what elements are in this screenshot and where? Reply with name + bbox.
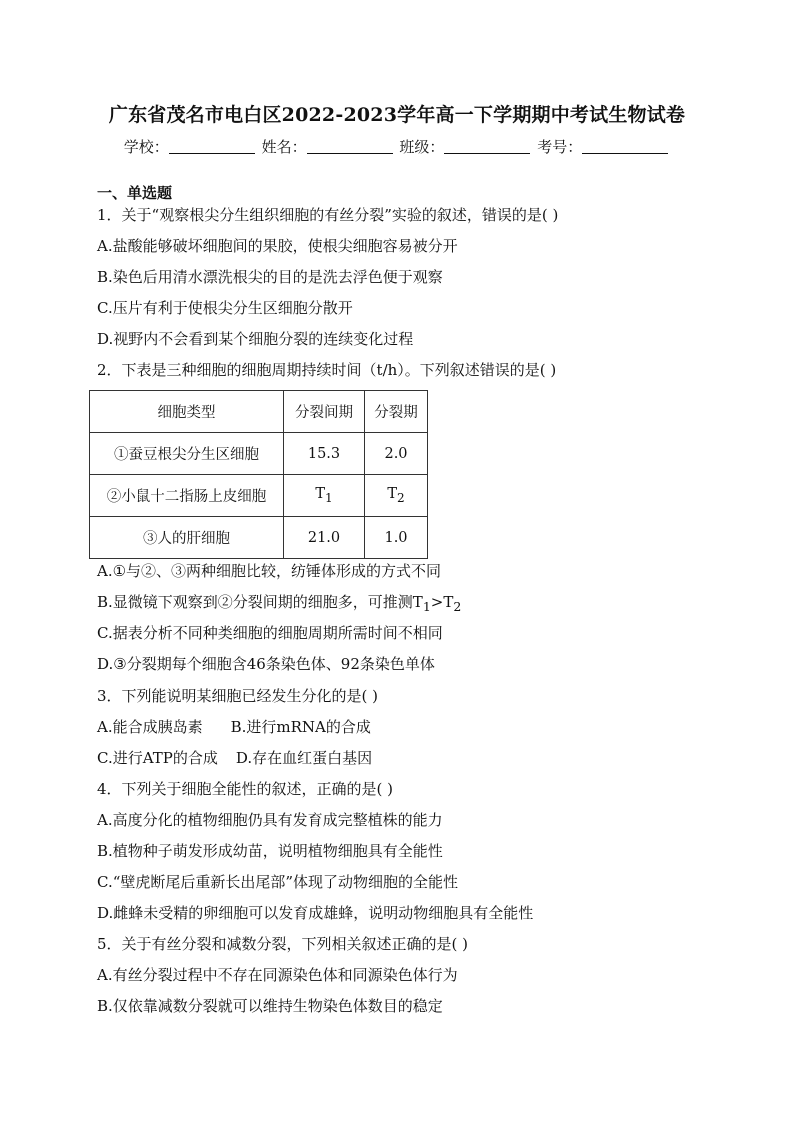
table-row xyxy=(90,433,428,475)
q2-option-b-mid: >T xyxy=(430,593,454,611)
q4-option-a: A.高度分化的植物细胞仍具有发育成完整植株的能力 xyxy=(97,811,443,829)
cell-cycle-table xyxy=(89,390,428,559)
class-blank[interactable] xyxy=(444,139,530,154)
q2-option-d: D.③分裂期每个细胞含46条染色体、92条染色单体 xyxy=(97,655,435,673)
q1-stem: 1．关于“观察根尖分生组织细胞的有丝分裂”实验的叙述，错误的是( ) xyxy=(97,206,559,224)
q2-option-b-text: B.显微镜下观察到②分裂间期的细胞多，可推测T xyxy=(97,593,423,611)
table-header-row xyxy=(90,391,428,433)
t2-subscript: 2 xyxy=(396,490,405,505)
table-header: 分裂间期 xyxy=(284,391,365,433)
q3-option-a: A.能合成胰岛素 xyxy=(97,718,203,736)
q1-option-a: A.盐酸能够破坏细胞间的果胶，使根尖细胞容易被分开 xyxy=(97,237,458,255)
q1-option-d: D.视野内不会看到某个细胞分裂的连续变化过程 xyxy=(97,330,414,348)
q2-option-b xyxy=(97,592,461,617)
class-label: 班级： xyxy=(399,138,445,156)
q2-option-b-sub1: 1 xyxy=(422,599,431,614)
school-label: 学校： xyxy=(123,138,169,156)
q5-stem: 5．关于有丝分裂和减数分裂，下列相关叙述正确的是( ) xyxy=(97,935,469,953)
name-blank[interactable] xyxy=(307,139,393,154)
table-row xyxy=(90,517,428,559)
q3-option-b: B.进行mRNA的合成 xyxy=(230,718,371,736)
q5-option-b: B.仅依靠减数分裂就可以维持生物染色体数目的稳定 xyxy=(97,997,443,1015)
q4-stem: 4．下列关于细胞全能性的叙述，正确的是( ) xyxy=(97,780,394,798)
table-cell: ②小鼠十二指肠上皮细胞 xyxy=(90,475,284,517)
student-info-row xyxy=(0,136,794,157)
t2-symbol: T xyxy=(387,486,397,503)
table-cell: 1.0 xyxy=(365,517,428,559)
page-title: 广东省茂名市电白区2022-2023学年高一下学期期中考试生物试卷 xyxy=(108,104,686,126)
q2-option-c: C.据表分析不同种类细胞的细胞周期所需时间不相同 xyxy=(97,624,443,642)
q1-option-c: C.压片有利于使根尖分生区细胞分散开 xyxy=(97,299,353,317)
school-blank[interactable] xyxy=(169,139,255,154)
table-header: 细胞类型 xyxy=(90,391,284,433)
q4-option-b: B.植物种子萌发形成幼苗，说明植物细胞具有全能性 xyxy=(97,842,443,860)
table-cell: ③人的肝细胞 xyxy=(90,517,284,559)
table-cell: 21.0 xyxy=(284,517,365,559)
table-header: 分裂期 xyxy=(365,391,428,433)
q4-option-c: C.“壁虎断尾后重新长出尾部”体现了动物细胞的全能性 xyxy=(97,873,459,891)
q2-option-b-sub2: 2 xyxy=(453,599,462,614)
t1-subscript: 1 xyxy=(324,490,333,505)
q2-option-a: A.①与②、③两种细胞比较，纺锤体形成的方式不同 xyxy=(97,562,442,580)
q3-option-c: C.进行ATP的合成 xyxy=(97,749,218,767)
t1-symbol: T xyxy=(315,486,325,503)
table-cell: ①蚕豆根尖分生区细胞 xyxy=(90,433,284,475)
table-cell: 2.0 xyxy=(365,433,428,475)
table-row xyxy=(90,475,428,517)
table-cell xyxy=(284,475,365,517)
q3-stem: 3．下列能说明某细胞已经发生分化的是( ) xyxy=(97,687,379,705)
number-label: 考号： xyxy=(537,138,583,156)
q3-options-row-1 xyxy=(97,717,371,737)
q3-options-row-2 xyxy=(97,748,372,768)
q4-option-d: D.雌蜂未受精的卵细胞可以发育成雄蜂，说明动物细胞具有全能性 xyxy=(97,904,534,922)
q3-option-d: D.存在血红蛋白基因 xyxy=(235,749,373,767)
q5-option-a: A.有丝分裂过程中不存在同源染色体和同源染色体行为 xyxy=(97,966,458,984)
q1-option-b: B.染色后用清水漂洗根尖的目的是洗去浮色便于观察 xyxy=(97,268,443,286)
section-heading: 一、单选题 xyxy=(97,184,173,202)
table-cell: 15.3 xyxy=(284,433,365,475)
q2-stem: 2．下表是三种细胞的细胞周期持续时间（t/h）。下列叙述错误的是( ) xyxy=(97,361,557,379)
name-label: 姓名： xyxy=(261,138,307,156)
number-blank[interactable] xyxy=(582,139,668,154)
table-cell xyxy=(365,475,428,517)
